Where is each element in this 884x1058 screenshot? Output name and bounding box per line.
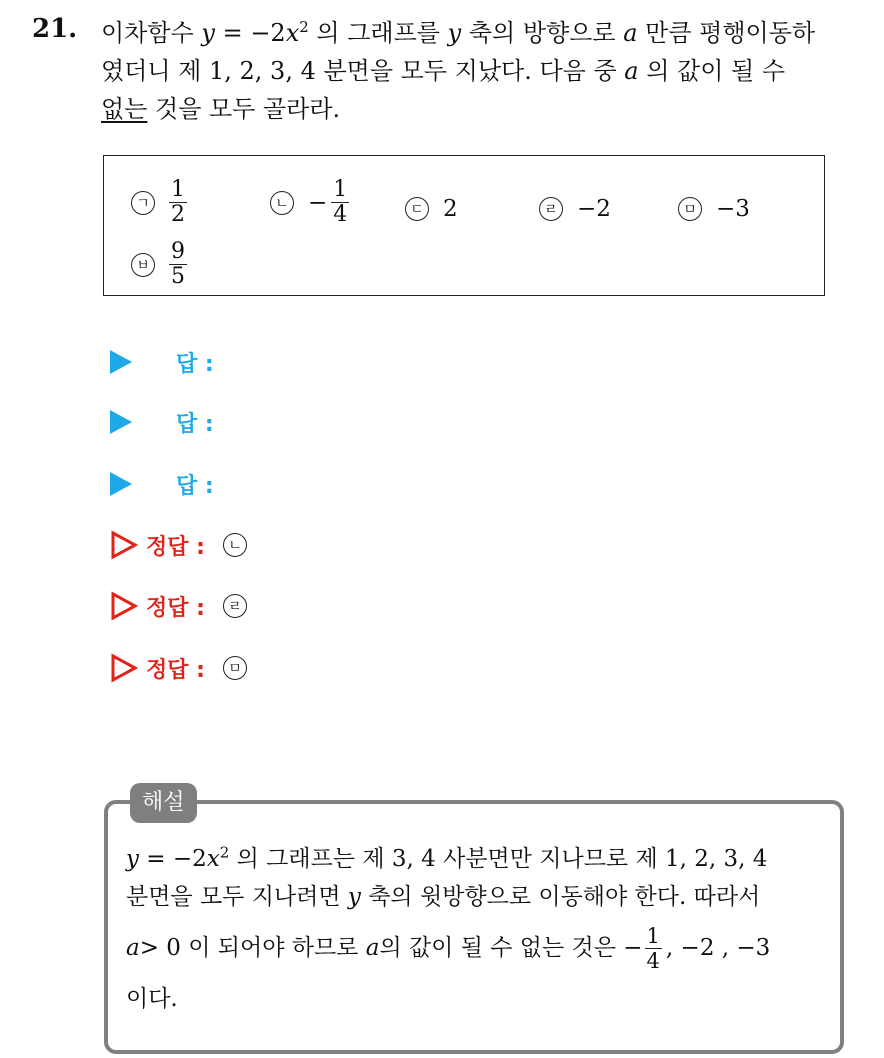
question-text-segment: 것을 모두 골라라. — [147, 95, 341, 123]
fraction — [169, 240, 187, 289]
question-text-segment: 였더니 제 1, 2, 3, 4 분면을 모두 지났다. 다음 중 — [101, 57, 617, 85]
explanation-text-segment: , −2 , −3 — [665, 935, 771, 961]
var-a: a — [126, 935, 140, 961]
fraction — [169, 178, 187, 227]
choice-1 — [131, 178, 187, 227]
question-text-segment: 의 그래프를 — [308, 19, 440, 47]
play-triangle-icon — [110, 472, 132, 496]
correct-answer-label: 정답 : — [146, 595, 205, 621]
correct-answer-label: 정답 : — [146, 657, 205, 683]
choice-mark: ㅁ — [678, 197, 702, 221]
explanation-line-4 — [126, 980, 826, 1018]
choice-value: 2 — [443, 196, 458, 222]
denominator: 4 — [646, 948, 660, 973]
choice-mark: ㄴ — [270, 191, 294, 215]
explanation-text-segment: 의 값이 될 수 없는 것은 − — [379, 935, 643, 961]
correct-answer-mark: ㅁ — [223, 656, 247, 680]
var-a: a — [623, 19, 638, 47]
explanation-text-segment: 이다. — [126, 986, 178, 1012]
exponent: 2 — [219, 843, 230, 862]
choice-mark: ㄹ — [539, 197, 563, 221]
var-y: y — [201, 19, 215, 47]
question-text-segment: 만큼 평행이동하 — [637, 19, 816, 47]
answer-row — [110, 342, 214, 382]
fraction — [331, 178, 349, 227]
choice-6 — [131, 240, 187, 289]
explanation-line-3 — [126, 916, 826, 980]
var-y: y — [126, 846, 139, 872]
choice-mark: ㅂ — [131, 253, 155, 277]
question-number: 21. — [32, 14, 78, 44]
explanation-text-segment: 의 그래프는 제 3, 4 사분면만 지나므로 제 1, 2, 3, 4 — [229, 846, 768, 872]
question-line-3 — [101, 90, 871, 128]
numerator: 1 — [333, 177, 348, 202]
choice-value: −2 — [577, 196, 611, 222]
choice-2 — [270, 178, 349, 227]
choice-4 — [539, 196, 611, 222]
explanation-text-segment: 분면을 모두 지나려면 — [126, 884, 341, 910]
question-text-segment: 의 값이 될 수 — [638, 57, 786, 85]
explanation-text-segment: 축의 윗방향으로 이동해야 한다. 따라서 — [360, 884, 761, 910]
choice-5 — [678, 196, 750, 222]
correct-answer-mark: ㄴ — [223, 533, 247, 557]
explanation-line-2 — [126, 878, 826, 916]
question-line-2 — [101, 52, 871, 90]
answer-label: 답 : — [176, 351, 214, 377]
correct-answer-row — [110, 586, 247, 626]
play-triangle-icon — [110, 410, 132, 434]
denominator: 4 — [333, 202, 348, 227]
explanation-line-1 — [126, 840, 826, 878]
minus-sign: − — [308, 189, 328, 216]
choices-box — [103, 155, 825, 296]
equation-part: = −2 — [214, 19, 286, 47]
var-x: x — [206, 846, 220, 872]
play-triangle-icon — [110, 350, 132, 374]
answer-label: 답 : — [176, 473, 214, 499]
numerator: 1 — [171, 177, 185, 202]
choice-mark: ㄷ — [405, 197, 429, 221]
outline-triangle-icon — [110, 530, 138, 560]
question-text-segment: 축의 방향으로 — [461, 19, 616, 47]
var-a: a — [365, 935, 380, 961]
correct-answer-mark: ㄹ — [223, 594, 247, 618]
choice-value: −3 — [716, 196, 750, 222]
var-a: a — [624, 57, 639, 85]
choice-mark: ㄱ — [131, 191, 155, 215]
answer-label: 답 : — [176, 411, 214, 437]
numerator: 1 — [646, 923, 660, 948]
question-line-1 — [101, 14, 871, 52]
outline-triangle-icon — [110, 591, 138, 621]
explanation-text — [126, 840, 826, 1018]
fraction — [645, 924, 662, 973]
correct-answer-label: 정답 : — [146, 534, 205, 560]
question-text — [101, 14, 871, 128]
denominator: 5 — [171, 264, 185, 289]
numerator: 9 — [171, 239, 185, 264]
answer-row — [110, 402, 214, 442]
answer-row — [110, 464, 214, 504]
correct-answer-row — [110, 525, 247, 565]
explanation-text-segment: > 0 이 되어야 하므로 — [139, 935, 359, 961]
denominator: 2 — [171, 202, 185, 227]
var-y: y — [447, 19, 462, 47]
outline-triangle-icon — [110, 653, 138, 683]
exponent: 2 — [299, 18, 309, 36]
var-x: x — [285, 19, 300, 47]
question-text-segment: 이차함수 — [101, 19, 194, 47]
underlined-word: 없는 — [101, 95, 148, 123]
choice-3 — [405, 196, 458, 222]
correct-answer-row — [110, 648, 247, 688]
equation-part: = −2 — [139, 846, 207, 872]
explanation-tab: 해설 — [130, 783, 197, 823]
var-y: y — [347, 884, 361, 910]
